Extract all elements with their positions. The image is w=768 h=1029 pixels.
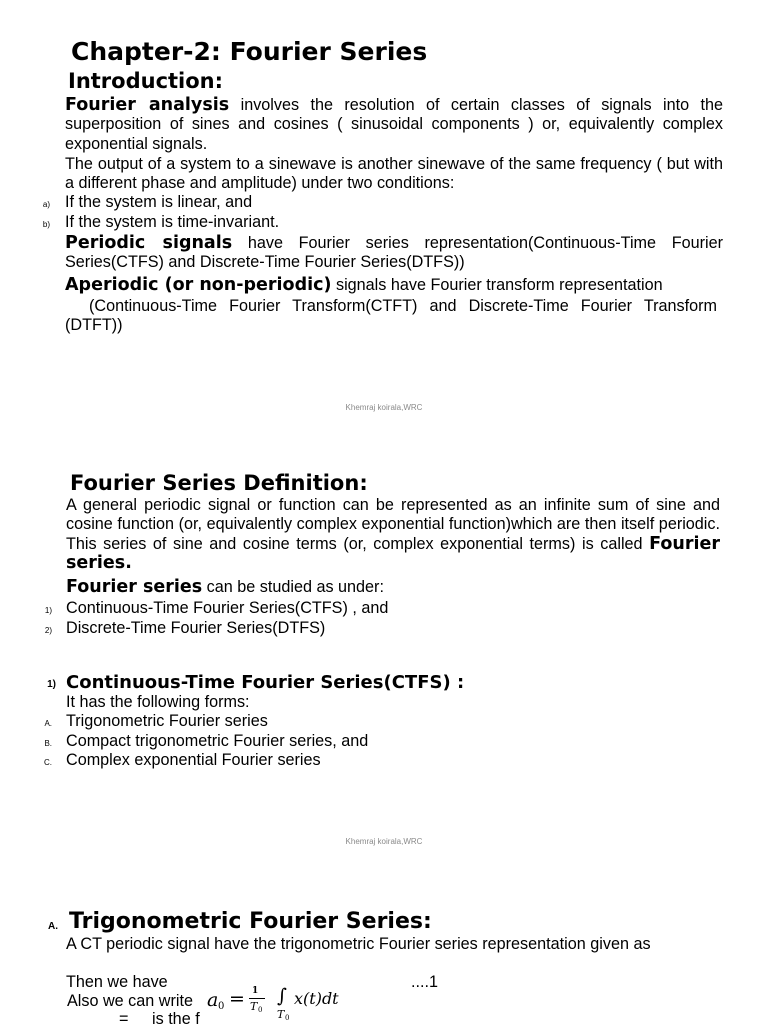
aperiodic-paragraph-text: signals have Fourier transform representation [331,276,663,294]
condition-item: If the system is linear, and [65,193,253,211]
list-marker: 1) [44,606,52,615]
slide-footer: Khemraj koirala,WRC [345,403,423,412]
definition-paragraph-text: A general periodic signal or function can be represented as an infinite sum of sine and cosine function (or, equivalently complex exponential function)which are then itself periodic. This series of sine and cosine terms (or, complex exponential terms) is called [66,496,720,553]
integral-limit: T [277,1008,285,1021]
ctfs-heading: Continuous-Time Fourier Series(CTFS) : [66,672,465,693]
intro-paragraph-text: involves the resolution of certain classes of signals into the superposition of sines and cosines ( sinusoidal components ) or, equivalently complex exponential signals. [65,96,724,153]
aperiodic-paragraph [65,276,723,295]
list-marker: B. [44,739,52,748]
periodic-paragraph [65,234,723,273]
also-text: Also we can write [67,992,193,1010]
integrand: x(t)dt [294,989,339,1008]
trailing-equals: = [119,1010,129,1028]
formula-numerator: 1 [252,986,259,996]
formula-denominator: T [250,1000,258,1013]
condition-item: If the system is time-invariant. [65,213,280,231]
list-marker: a) [42,200,50,209]
study-paragraph-text: can be studied as under: [202,578,384,596]
then-text: Then we have [66,973,168,991]
formula-a-subscript: 0 [218,1001,225,1012]
series-type-item: Continuous-Time Fourier Series(CTFS) , and [66,599,389,617]
fourier-series-term: Fourier series. [66,533,720,573]
periodic-paragraph-text: have Fourier series representation(Continuous-Time Fourier Series(CTFS) and Discrete-Time Fourier Series(DTFS)) [65,234,723,272]
intro-paragraph [65,96,723,154]
list-marker: A. [44,719,52,728]
definition-paragraph [66,496,720,573]
series-type-item: Discrete-Time Fourier Series(DTFS) [66,619,326,637]
trailing-text: is the f [152,1010,200,1028]
a0-formula [207,985,367,1025]
fourier-analysis-term: Fourier analysis [65,95,230,115]
list-marker: b) [42,220,50,229]
fraction-bar [249,998,265,999]
periodic-signals-term: Periodic signals [65,233,233,253]
aperiodic-continuation: (Continuous-Time Fourier Transform(CTFT) and Discrete-Time Fourier Transform (DTFT)) [65,297,717,335]
formula-denominator-subscript: 0 [258,1006,263,1014]
trig-intro: A CT periodic signal have the trigonometric Fourier series representation given as [66,935,651,953]
aperiodic-term: Aperiodic (or non-periodic) [65,275,332,295]
list-marker: 2) [44,626,52,635]
section-marker: A. [48,921,58,932]
slide-footer: Khemraj koirala,WRC [345,837,423,846]
ctfs-marker: 1) [47,679,56,690]
trig-series-heading: Trigonometric Fourier Series: [69,909,432,934]
integral-limit-subscript: 0 [285,1014,290,1022]
formula-a: a [207,989,219,1011]
study-paragraph [66,578,720,597]
definition-heading: Fourier Series Definition: [70,471,368,495]
list-marker: C. [44,758,52,767]
integral-sign: ∫ [277,985,287,1007]
introduction-heading: Introduction: [68,69,224,93]
formula-equals: = [229,988,245,1010]
form-item: Compact trigonometric Fourier series, and [66,732,369,750]
fourier-series-lead: Fourier series [66,577,203,597]
form-item: Complex exponential Fourier series [66,751,321,769]
form-item: Trigonometric Fourier series [66,712,268,730]
chapter-title: Chapter-2: Fourier Series [71,37,428,66]
ctfs-intro: It has the following forms: [66,693,250,711]
output-paragraph: The output of a system to a sinewave is another sinewave of the same frequency ( but with a different phase and amplitude) under two conditions: [65,155,723,193]
equation-number: ....1 [411,973,438,991]
